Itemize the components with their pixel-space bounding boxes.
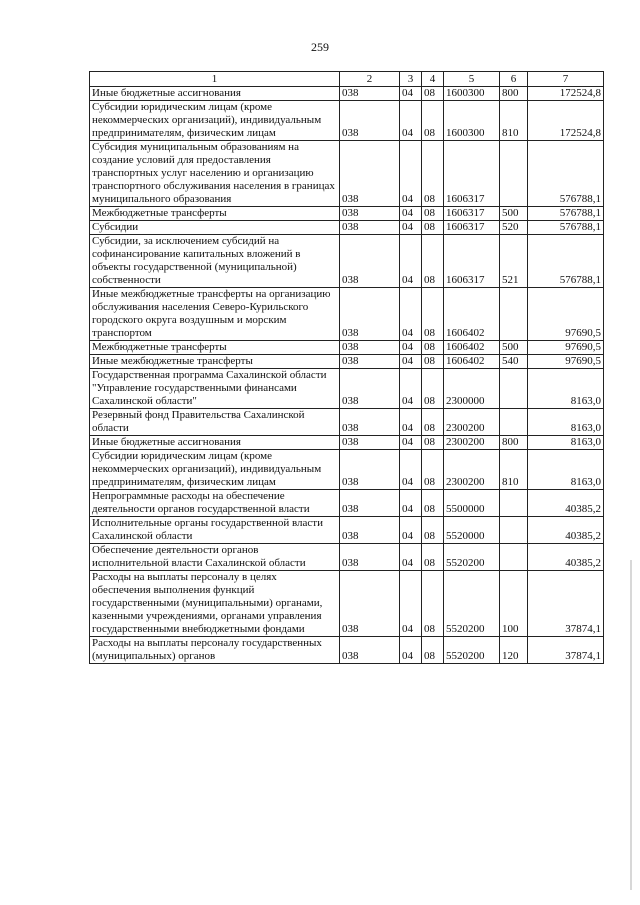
row-col6-cell: 810: [500, 450, 528, 490]
row-col2-cell: 038: [340, 341, 400, 355]
row-col5-cell: 5500000: [444, 490, 500, 517]
row-col2-cell: 038: [340, 409, 400, 436]
row-amount-cell: 576788,1: [528, 207, 604, 221]
row-name-cell: Иные бюджетные ассигнования: [90, 87, 340, 101]
row-col5-cell: 5520200: [444, 544, 500, 571]
row-col5-cell: 1600300: [444, 87, 500, 101]
row-col4-cell: 08: [422, 87, 444, 101]
row-amount-cell: 37874,1: [528, 571, 604, 637]
row-name-cell: Субсидии юридическим лицам (кроме некоммерческих организаций), индивидуальным предпринимателям, физическим лицам: [90, 450, 340, 490]
row-name-cell: Межбюджетные трансферты: [90, 207, 340, 221]
budget-table: [89, 71, 604, 664]
row-amount-cell: 40385,2: [528, 544, 604, 571]
row-col5-cell: 1606402: [444, 288, 500, 341]
row-col6-cell: 120: [500, 637, 528, 664]
row-amount-cell: 8163,0: [528, 369, 604, 409]
row-name-cell: Субсидии: [90, 221, 340, 235]
row-col6-cell: [500, 409, 528, 436]
row-col6-cell: [500, 288, 528, 341]
row-col2-cell: 038: [340, 436, 400, 450]
row-col5-cell: 2300200: [444, 436, 500, 450]
row-col6-cell: [500, 517, 528, 544]
row-col3-cell: 04: [400, 141, 422, 207]
row-name-cell: Иные межбюджетные трансферты: [90, 355, 340, 369]
page-number: 259: [311, 40, 329, 54]
row-col4-cell: 08: [422, 141, 444, 207]
column-header-4: 4: [422, 72, 444, 87]
row-col3-cell: 04: [400, 637, 422, 664]
row-col5-cell: 1606402: [444, 341, 500, 355]
row-amount-cell: 40385,2: [528, 517, 604, 544]
row-name-cell: Резервный фонд Правительства Сахалинской области: [90, 409, 340, 436]
header-row: [90, 72, 604, 87]
table-row: [90, 637, 604, 664]
table-row: [90, 207, 604, 221]
row-col4-cell: 08: [422, 409, 444, 436]
row-col6-cell: 500: [500, 341, 528, 355]
row-amount-cell: 172524,8: [528, 101, 604, 141]
row-col3-cell: 04: [400, 450, 422, 490]
scan-edge-mark: [630, 560, 632, 890]
table-row: [90, 221, 604, 235]
row-col6-cell: 800: [500, 436, 528, 450]
row-name-cell: Расходы на выплаты персоналу государственных (муниципальных) органов: [90, 637, 340, 664]
row-col2-cell: 038: [340, 450, 400, 490]
column-header-1: 1: [90, 72, 340, 87]
table-row: [90, 341, 604, 355]
row-col3-cell: 04: [400, 235, 422, 288]
row-col6-cell: [500, 544, 528, 571]
table-row: [90, 369, 604, 409]
row-col4-cell: 08: [422, 517, 444, 544]
row-col2-cell: 038: [340, 544, 400, 571]
row-col6-cell: 810: [500, 101, 528, 141]
row-name-cell: Обеспечение деятельности органов исполнительной власти Сахалинской области: [90, 544, 340, 571]
row-col6-cell: 540: [500, 355, 528, 369]
row-col4-cell: 08: [422, 490, 444, 517]
row-col2-cell: 038: [340, 207, 400, 221]
table-row: [90, 235, 604, 288]
row-amount-cell: 97690,5: [528, 288, 604, 341]
row-col4-cell: 08: [422, 369, 444, 409]
row-col3-cell: 04: [400, 517, 422, 544]
row-col2-cell: 038: [340, 571, 400, 637]
table-row: [90, 141, 604, 207]
row-name-cell: Субсидии юридическим лицам (кроме некоммерческих организаций), индивидуальным предпринимателям, физическим лицам: [90, 101, 340, 141]
row-col3-cell: 04: [400, 341, 422, 355]
column-header-2: 2: [340, 72, 400, 87]
row-amount-cell: 576788,1: [528, 235, 604, 288]
table-row: [90, 355, 604, 369]
table-row: [90, 409, 604, 436]
row-col3-cell: 04: [400, 288, 422, 341]
table-body: [90, 87, 604, 664]
row-name-cell: Государственная программа Сахалинской области "Управление государственными финансами Сахалинской области": [90, 369, 340, 409]
row-col3-cell: 04: [400, 207, 422, 221]
row-col4-cell: 08: [422, 355, 444, 369]
row-col5-cell: 1606317: [444, 235, 500, 288]
row-col3-cell: 04: [400, 490, 422, 517]
table-row: [90, 490, 604, 517]
table-row: [90, 544, 604, 571]
row-col2-cell: 038: [340, 221, 400, 235]
row-col4-cell: 08: [422, 544, 444, 571]
row-col2-cell: 038: [340, 637, 400, 664]
row-col6-cell: 520: [500, 221, 528, 235]
column-header-5: 5: [444, 72, 500, 87]
row-col5-cell: 5520200: [444, 637, 500, 664]
row-name-cell: Иные межбюджетные трансферты на организацию обслуживания населения Северо-Курильского городского округа воздушным и морским транспортом: [90, 288, 340, 341]
row-amount-cell: 97690,5: [528, 341, 604, 355]
row-col2-cell: 038: [340, 101, 400, 141]
row-col6-cell: [500, 490, 528, 517]
row-col5-cell: 5520200: [444, 571, 500, 637]
row-amount-cell: 576788,1: [528, 141, 604, 207]
row-col4-cell: 08: [422, 341, 444, 355]
row-name-cell: Межбюджетные трансферты: [90, 341, 340, 355]
row-col3-cell: 04: [400, 101, 422, 141]
row-col4-cell: 08: [422, 288, 444, 341]
row-name-cell: Субсидия муниципальным образованиям на создание условий для предоставления транспортных услуг населению и организацию транспортного обслуживания населения в границах муниципального образования: [90, 141, 340, 207]
row-col6-cell: [500, 369, 528, 409]
row-name-cell: Расходы на выплаты персоналу в целях обеспечения выполнения функций государственными (муниципальными) органами, казенными учреждениями, органами управления государственными внебюджетными фондами: [90, 571, 340, 637]
row-col3-cell: 04: [400, 221, 422, 235]
row-col2-cell: 038: [340, 141, 400, 207]
row-col5-cell: 1606317: [444, 207, 500, 221]
row-amount-cell: 97690,5: [528, 355, 604, 369]
row-col4-cell: 08: [422, 637, 444, 664]
row-col5-cell: 2300200: [444, 409, 500, 436]
column-header-7: 7: [528, 72, 604, 87]
row-amount-cell: 40385,2: [528, 490, 604, 517]
row-amount-cell: 8163,0: [528, 436, 604, 450]
table-row: [90, 436, 604, 450]
row-col3-cell: 04: [400, 369, 422, 409]
row-amount-cell: 576788,1: [528, 221, 604, 235]
row-amount-cell: 37874,1: [528, 637, 604, 664]
column-header-6: 6: [500, 72, 528, 87]
row-col2-cell: 038: [340, 517, 400, 544]
row-col4-cell: 08: [422, 450, 444, 490]
row-col6-cell: 521: [500, 235, 528, 288]
row-col5-cell: 1606402: [444, 355, 500, 369]
row-col6-cell: 800: [500, 87, 528, 101]
row-col4-cell: 08: [422, 101, 444, 141]
row-col4-cell: 08: [422, 207, 444, 221]
table-row: [90, 517, 604, 544]
row-col6-cell: 500: [500, 207, 528, 221]
row-col5-cell: 5520000: [444, 517, 500, 544]
row-col5-cell: 1606317: [444, 221, 500, 235]
row-amount-cell: 172524,8: [528, 87, 604, 101]
row-col5-cell: 2300200: [444, 450, 500, 490]
row-col2-cell: 038: [340, 369, 400, 409]
row-col4-cell: 08: [422, 571, 444, 637]
row-col2-cell: 038: [340, 87, 400, 101]
table-row: [90, 87, 604, 101]
row-col3-cell: 04: [400, 544, 422, 571]
row-col2-cell: 038: [340, 355, 400, 369]
table-row: [90, 450, 604, 490]
row-col4-cell: 08: [422, 221, 444, 235]
row-amount-cell: 8163,0: [528, 409, 604, 436]
row-col3-cell: 04: [400, 571, 422, 637]
table-row: [90, 571, 604, 637]
row-col5-cell: 1606317: [444, 141, 500, 207]
row-col6-cell: 100: [500, 571, 528, 637]
row-col5-cell: 1600300: [444, 101, 500, 141]
row-col4-cell: 08: [422, 436, 444, 450]
row-col2-cell: 038: [340, 235, 400, 288]
row-col3-cell: 04: [400, 436, 422, 450]
table-row: [90, 288, 604, 341]
row-name-cell: Непрограммные расходы на обеспечение деятельности органов государственной власти: [90, 490, 340, 517]
row-col3-cell: 04: [400, 355, 422, 369]
row-col3-cell: 04: [400, 87, 422, 101]
row-col2-cell: 038: [340, 288, 400, 341]
row-col4-cell: 08: [422, 235, 444, 288]
row-col3-cell: 04: [400, 409, 422, 436]
row-col2-cell: 038: [340, 490, 400, 517]
row-name-cell: Субсидии, за исключением субсидий на софинансирование капитальных вложений в объекты государственной (муниципальной) собственности: [90, 235, 340, 288]
row-col5-cell: 2300000: [444, 369, 500, 409]
row-name-cell: Иные бюджетные ассигнования: [90, 436, 340, 450]
column-header-3: 3: [400, 72, 422, 87]
row-amount-cell: 8163,0: [528, 450, 604, 490]
table-row: [90, 101, 604, 141]
row-name-cell: Исполнительные органы государственной власти Сахалинской области: [90, 517, 340, 544]
row-col6-cell: [500, 141, 528, 207]
